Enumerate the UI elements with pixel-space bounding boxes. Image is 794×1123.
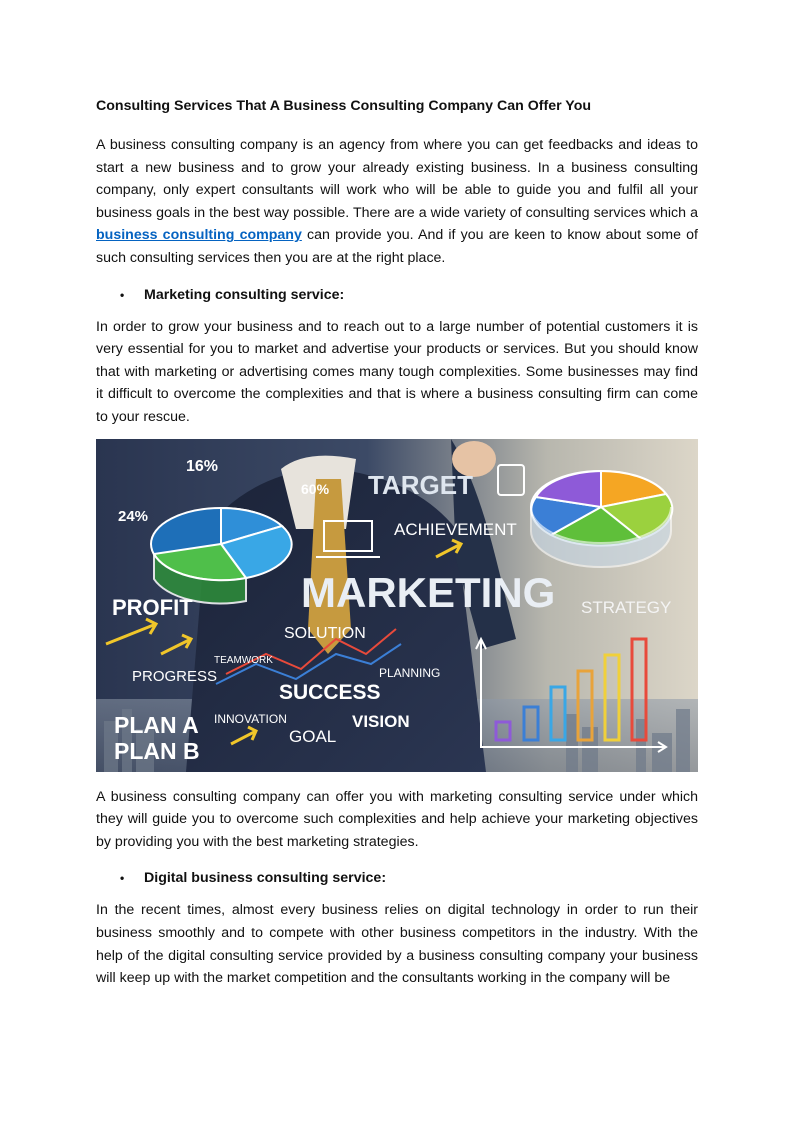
- bullet-heading-marketing: [120, 284, 698, 306]
- marketing-paragraph: In order to grow your business and to reach out to a large number of potential customers it is very essential for you to market and advertise your products or services. But you should know that with marketing or advertising comes many tough complexities. Some businesses may find it difficult to overcome the complexities and that is where a business consulting firm can come to your rescue.: [96, 318, 698, 425]
- label-vision: VISION: [352, 711, 410, 731]
- label-innovation: INNOVATION: [214, 711, 287, 726]
- section-heading: Marketing consulting service:: [144, 286, 345, 303]
- digital-paragraph: In the recent times, almost every business relies on digital technology in order to run their business smoothly and to compete with other business competitors in the industry. With the help of the digital consulting service provided by a business consulting company your business will keep up with the market competition and the consultants working in the company will be: [96, 902, 698, 987]
- label-goal: GOAL: [289, 726, 337, 746]
- bullet-heading-digital: [120, 867, 698, 889]
- marketing-followup-paragraph: A business consulting company can offer you with marketing consulting service under which they will guide you to overcome such complexities and help achieve your marketing objectives by providing you with the best marketing strategies.: [96, 788, 698, 850]
- label-strategy: STRATEGY: [581, 597, 672, 617]
- label-solution: SOLUTION: [284, 624, 366, 642]
- label-success: SUCCESS: [279, 680, 381, 704]
- bullet-icon: •: [120, 871, 125, 886]
- label-profit: PROFIT: [112, 594, 193, 620]
- intro-text-end: can provide you. And if you are keen to know about some of such consulting services then you are at the right place.: [96, 227, 698, 266]
- section-heading: Digital business consulting service:: [144, 870, 387, 887]
- label-achievement: ACHIEVEMENT: [394, 519, 517, 539]
- intro-paragraph: [96, 134, 698, 270]
- intro-text-start: A business consulting company is an agency from where you can get feedbacks and ideas to start a new business and to grow your already existing business. In a business consulting company, only expert consultants will work who will be able to guide you and fulfil all your business goals in the best way possible. There are a wide variety of consulting services which a: [96, 137, 698, 221]
- label-plan-a: PLAN A: [114, 711, 199, 738]
- label-60pct: 60%: [301, 480, 330, 497]
- marketing-concept-image: [96, 439, 698, 772]
- label-teamwork: TEAMWORK: [214, 654, 273, 666]
- label-planning: PLANNING: [379, 665, 441, 680]
- label-target: TARGET: [368, 469, 473, 500]
- document-page: [96, 96, 698, 990]
- business-consulting-company-link[interactable]: business consulting company: [96, 227, 302, 244]
- label-plan-b: PLAN B: [114, 737, 200, 764]
- label-marketing: MARKETING: [301, 568, 556, 616]
- pie-chart-right: [531, 471, 672, 567]
- label-16pct: 16%: [186, 457, 219, 475]
- bullet-icon: •: [120, 287, 125, 302]
- page-title: Consulting Services That A Business Consulting Company Can Offer You: [96, 98, 592, 114]
- label-24pct: 24%: [118, 507, 149, 525]
- label-progress: PROGRESS: [132, 667, 218, 685]
